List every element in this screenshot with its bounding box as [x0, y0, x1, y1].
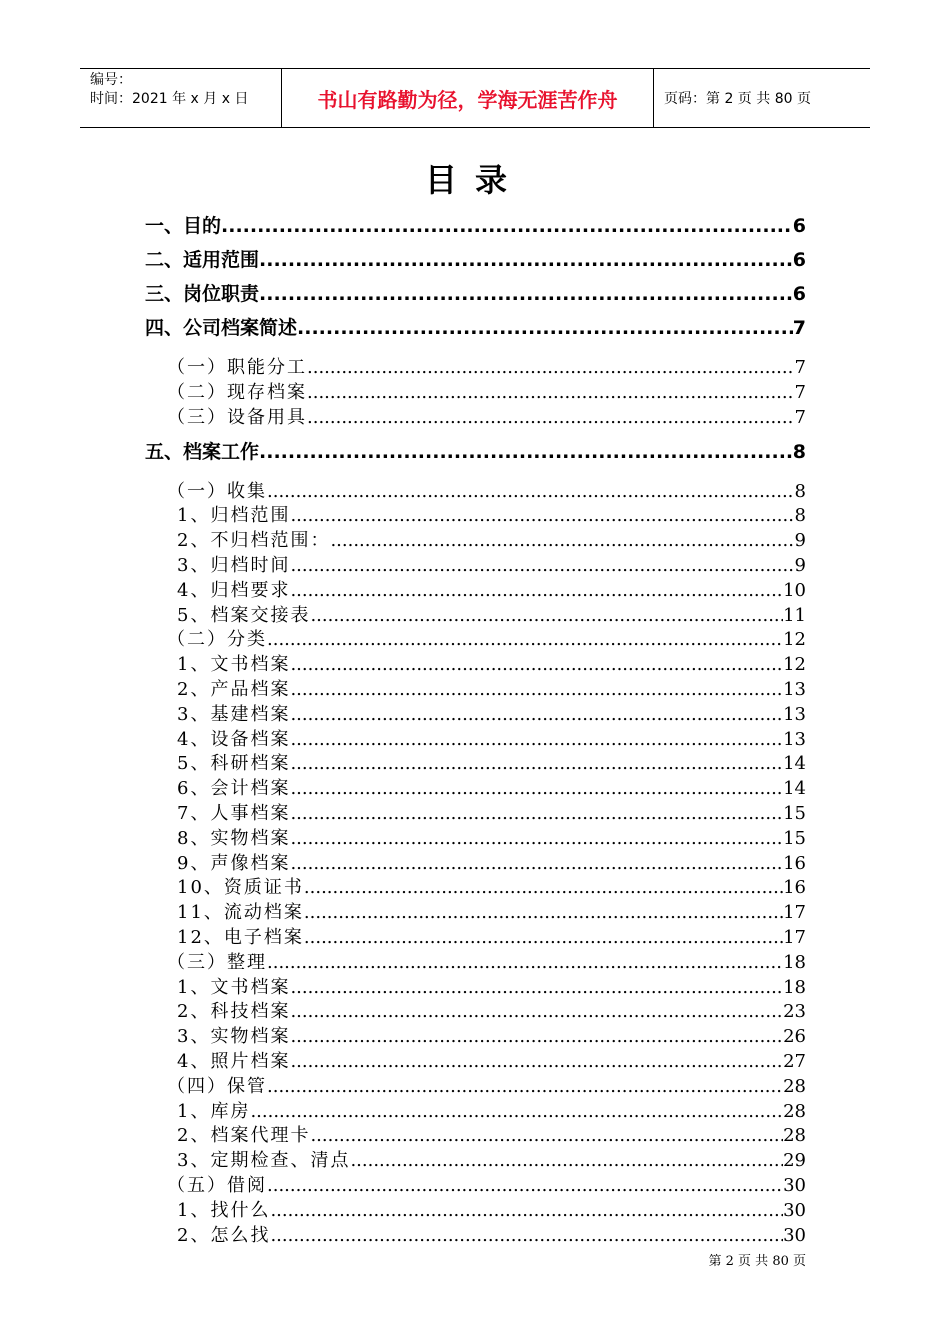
toc-entry[interactable]	[167, 403, 806, 427]
toc-entry-page: 13	[783, 679, 806, 699]
toc-entry-page: 6	[792, 215, 806, 237]
toc-entry[interactable]	[177, 898, 806, 922]
toc-entry-page: 15	[783, 827, 806, 848]
toc-entry-page: 8	[794, 480, 806, 501]
toc-leader-dots	[267, 481, 795, 501]
toc-entry-label: 4、归档要求	[177, 579, 291, 600]
toc-entry-label: 3、实物档案	[177, 1026, 291, 1047]
toc-leader-dots	[221, 215, 793, 237]
toc-entry[interactable]	[177, 774, 806, 798]
toc-leader-dots	[290, 1001, 783, 1021]
toc-entry-page: 28	[783, 1100, 806, 1121]
toc-entry-label: 2、不归档范围：	[177, 530, 331, 551]
toc-entry-label: 5、科研档案	[177, 753, 291, 774]
toc-entry-label: 6、会计档案	[177, 778, 291, 799]
toc-leader-dots	[290, 778, 783, 798]
toc-entry-page: 23	[783, 1001, 806, 1022]
toc-entry-label: 三、岗位职责	[145, 283, 260, 305]
toc-leader-dots	[290, 1051, 783, 1071]
toc-entry[interactable]	[177, 799, 806, 823]
toc-entry-label: （一）职能分工	[167, 357, 307, 377]
toc-entry[interactable]	[145, 279, 806, 307]
toc-entry[interactable]	[177, 501, 806, 525]
toc-entry-label: 1、文书档案	[177, 654, 291, 675]
toc-entry-label: 10、资质证书	[177, 877, 304, 898]
toc-leader-dots	[259, 441, 793, 463]
toc-leader-dots	[290, 1026, 783, 1046]
toc-leader-dots	[330, 530, 794, 550]
toc-entry[interactable]	[167, 625, 806, 649]
toc-leader-dots	[290, 828, 783, 848]
toc-entry-label: 二、适用范围	[145, 249, 260, 271]
toc-entry-page: 7	[794, 381, 806, 402]
toc-entry-label: 5、档案交接表	[177, 604, 311, 625]
toc-entry-page: 13	[783, 703, 806, 724]
toc-entry[interactable]	[177, 923, 806, 947]
toc-leader-dots	[259, 283, 793, 305]
toc-entry[interactable]	[177, 725, 806, 749]
toc-entry[interactable]	[167, 477, 806, 501]
toc-entry-label: 7、人事档案	[177, 803, 291, 823]
toc-entry-label: 2、产品档案	[177, 679, 291, 699]
toc-leader-dots	[290, 679, 783, 699]
toc-leader-dots	[290, 729, 783, 749]
toc-leader-dots	[290, 505, 794, 525]
toc-entry[interactable]	[145, 437, 806, 465]
toc-entry-label: 3、基建档案	[177, 703, 291, 724]
toc-leader-dots	[307, 357, 795, 377]
toc-entry-label: 一、目的	[145, 215, 222, 237]
toc-entry-page: 7	[794, 357, 806, 377]
toc-leader-dots	[267, 952, 783, 972]
toc-entry-page: 16	[783, 852, 806, 873]
toc-leader-dots	[290, 853, 783, 873]
toc-entry-page: 30	[783, 1224, 806, 1245]
page-header	[80, 68, 870, 128]
toc-entry-label: 1、归档范围	[177, 505, 291, 526]
toc-entry[interactable]	[177, 1022, 806, 1046]
toc-entry-page: 6	[792, 249, 806, 271]
toc-leader-dots	[290, 654, 783, 674]
toc-entry[interactable]	[177, 849, 806, 873]
toc-entry[interactable]	[145, 245, 806, 273]
toc-entry-label: （二）分类	[167, 629, 267, 650]
toc-entry-page: 28	[783, 1075, 806, 1096]
toc-leader-dots	[290, 977, 783, 997]
toc-entry-label: （四）保管	[167, 1075, 267, 1096]
toc-entry-label: 3、定期检查、清点	[177, 1150, 351, 1171]
toc-entry-page: 6	[792, 283, 806, 305]
toc-leader-dots	[259, 249, 793, 271]
toc-entry-page: 12	[783, 629, 806, 650]
toc-entry-page: 17	[783, 927, 806, 947]
toc-entry[interactable]	[177, 576, 806, 600]
toc-entry-page: 12	[783, 654, 806, 675]
toc-entry-page: 18	[783, 976, 806, 997]
toc-entry[interactable]	[177, 1121, 806, 1145]
toc-entry-label: （五）借阅	[167, 1175, 267, 1195]
toc-entry[interactable]	[177, 824, 806, 848]
toc-entry-page: 14	[783, 753, 806, 774]
toc-entry-page: 17	[783, 902, 806, 923]
toc-leader-dots	[304, 927, 783, 947]
toc-entry[interactable]	[177, 551, 806, 575]
toc-leader-dots	[307, 407, 795, 427]
toc-entry-page: 13	[783, 728, 806, 749]
toc-leader-dots	[290, 803, 783, 823]
toc-leader-dots	[290, 753, 783, 773]
toc-entry-label: 9、声像档案	[177, 852, 291, 873]
toc-entry-label: 五、档案工作	[145, 440, 260, 463]
toc-leader-dots	[304, 902, 783, 922]
toc-entry-label: 2、档案代理卡	[177, 1125, 311, 1146]
toc-leader-dots	[297, 317, 793, 339]
toc-leader-dots	[290, 704, 783, 724]
toc-entry-page: 8	[792, 440, 806, 463]
toc-entry-page: 27	[783, 1051, 806, 1071]
toc-entry-page: 29	[783, 1150, 806, 1171]
toc-entry-page: 14	[783, 778, 806, 799]
header-time: 时间：2021 年 x 月 x 日	[90, 91, 249, 107]
toc-entry[interactable]	[177, 675, 806, 699]
toc-entry-label: （一）收集	[167, 480, 267, 501]
toc-entry-page: 28	[783, 1125, 806, 1146]
toc-entry[interactable]	[177, 997, 806, 1021]
toc-leader-dots	[310, 605, 783, 625]
toc-leader-dots	[290, 580, 783, 600]
toc-entry[interactable]	[177, 700, 806, 724]
toc-leader-dots	[307, 382, 795, 402]
toc-entry[interactable]	[177, 526, 806, 550]
toc-entry[interactable]	[167, 1171, 806, 1195]
toc-entry-label: 2、怎么找	[177, 1224, 271, 1245]
toc-leader-dots	[267, 629, 783, 649]
toc-entry[interactable]	[177, 1221, 806, 1245]
toc-leader-dots	[350, 1150, 783, 1170]
header-meta	[80, 69, 282, 127]
toc-entry-label: （二）现存档案	[167, 381, 307, 402]
page-footer: 第 2 页 共 80 页	[708, 1254, 806, 1269]
toc-title: 目录	[424, 161, 525, 199]
toc-entry[interactable]	[167, 948, 806, 972]
toc-entry-page: 16	[783, 877, 806, 898]
toc-entry-page: 10	[783, 579, 806, 600]
toc-entry-label: 3、归档时间	[177, 555, 291, 575]
toc-entry-label: 4、照片档案	[177, 1051, 291, 1071]
toc-leader-dots	[270, 1200, 783, 1220]
header-motto: 书山有路勤为径，学海无涯苦作舟	[282, 69, 654, 127]
toc-leader-dots	[304, 877, 783, 897]
toc-entry-page: 30	[783, 1175, 806, 1195]
toc-leader-dots	[290, 555, 794, 575]
toc-entry-page: 8	[794, 505, 806, 526]
toc-entry-label: 1、找什么	[177, 1199, 271, 1220]
toc-leader-dots	[310, 1125, 783, 1145]
toc-entry[interactable]	[177, 1196, 806, 1220]
toc-entry-page: 15	[783, 803, 806, 823]
toc-entry-label: 4、设备档案	[177, 728, 291, 749]
toc-entry[interactable]	[177, 1097, 806, 1121]
toc-leader-dots	[250, 1101, 783, 1121]
toc-entry-label: （三）整理	[167, 951, 267, 972]
toc-entry[interactable]	[177, 749, 806, 773]
toc-entry-page: 9	[794, 555, 806, 575]
toc-entry-page: 11	[783, 604, 806, 625]
header-page-info: 页码：第 2 页 共 80 页	[664, 91, 811, 107]
toc-entry[interactable]	[167, 1072, 806, 1096]
toc-entry-page: 30	[783, 1199, 806, 1220]
toc-entry-label: 四、公司档案简述	[145, 317, 298, 339]
toc-entry-page: 7	[792, 317, 806, 339]
toc-entry-label: 12、电子档案	[177, 927, 304, 947]
toc-entry[interactable]	[177, 1146, 806, 1170]
toc-entry-label: 1、文书档案	[177, 976, 291, 997]
toc-entry-page: 18	[783, 951, 806, 972]
toc-entry[interactable]	[177, 873, 806, 897]
toc-entry[interactable]	[145, 313, 806, 341]
toc-entry-label: 11、流动档案	[177, 902, 304, 923]
toc-entry[interactable]	[167, 378, 806, 402]
toc-entry[interactable]	[177, 650, 806, 674]
toc-entry-label: （三）设备用具	[167, 406, 307, 427]
toc-leader-dots	[267, 1175, 783, 1195]
toc-entry[interactable]	[177, 1047, 806, 1071]
toc-entry-label: 2、科技档案	[177, 1001, 291, 1022]
toc-entry-page: 9	[794, 530, 806, 551]
toc-entry-page: 26	[783, 1026, 806, 1047]
toc-leader-dots	[270, 1225, 783, 1245]
toc-entry-page: 7	[794, 406, 806, 427]
header-code-label: 编号：	[90, 72, 132, 88]
toc-entry-label: 8、实物档案	[177, 827, 291, 848]
toc-entry[interactable]	[177, 601, 806, 625]
toc-leader-dots	[267, 1076, 783, 1096]
toc-entry[interactable]	[177, 973, 806, 997]
toc-entry-label: 1、库房	[177, 1100, 251, 1121]
toc-entry[interactable]	[145, 211, 806, 239]
toc-entry[interactable]	[167, 353, 806, 377]
